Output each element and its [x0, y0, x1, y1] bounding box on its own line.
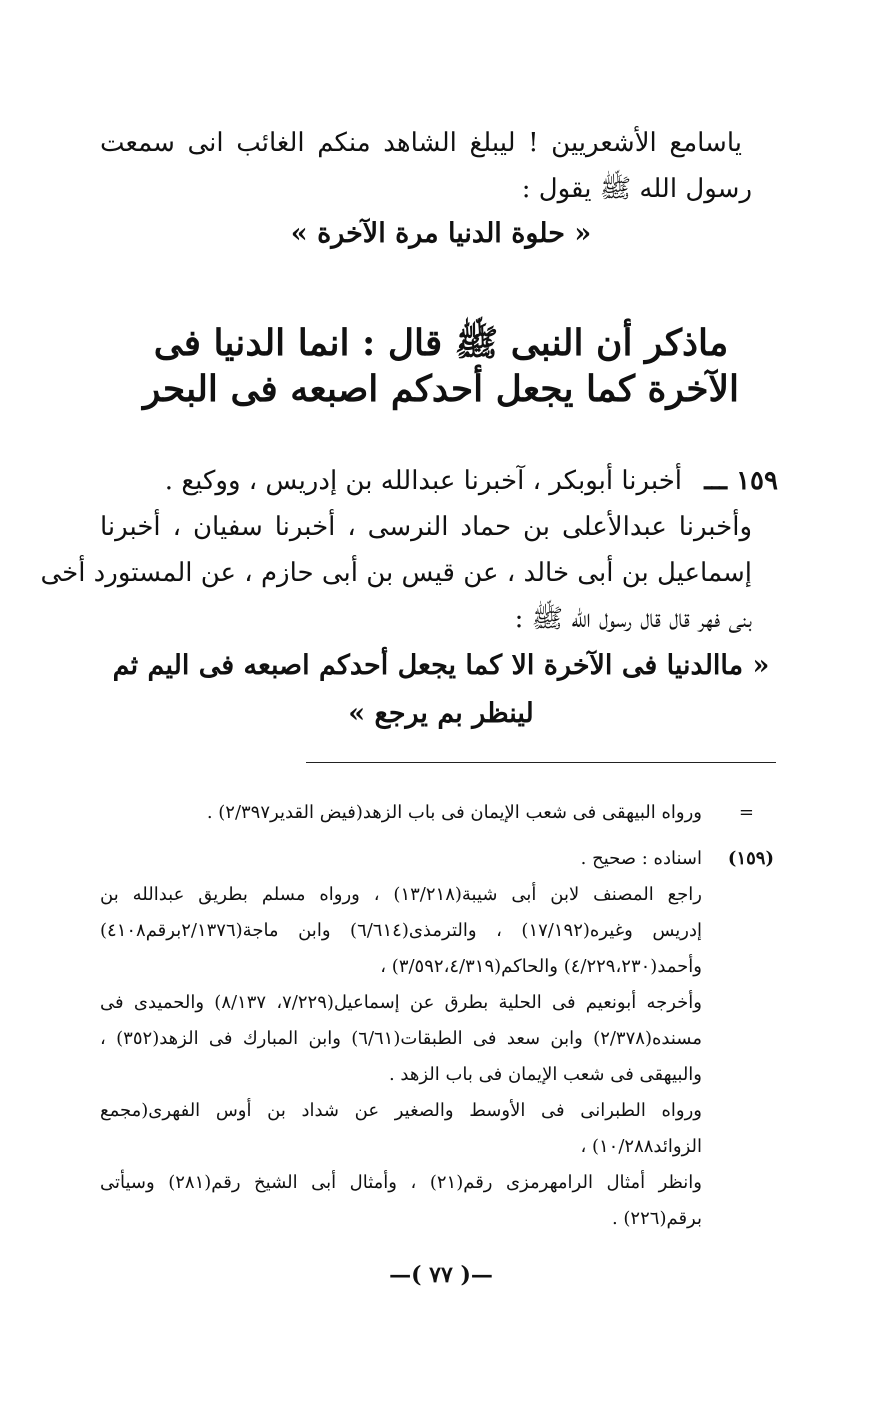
page-number: —( ٧٧ )— [389, 1262, 493, 1288]
hadith-line-4: بنى فهر قال قال رسول الله ﷺ : [514, 604, 752, 634]
footnote-line: ورواه الطبرانى فى الأوسط والصغير عن شداد بن أوس الفهرى(مجمع [100, 1100, 702, 1121]
top-line-2: رسول الله ﷺ يقول : [521, 174, 752, 204]
footnote-line: اسناده : صحيح . [580, 848, 702, 869]
footnote-line: والبيهقى فى شعب الإيمان فى باب الزهد . [388, 1064, 702, 1085]
footnote-line: برقم(٢٢٦) . [611, 1208, 702, 1229]
chapter-heading-line-2: الآخرة كما يجعل أحدكم اصبعه فى البحر [142, 368, 740, 410]
footnote-line: الزوائد١٠/٢٨٨) ، [580, 1136, 702, 1157]
hadith-line-2: وأخبرنا عبدالأعلى بن حماد النرسى ، أخبرنا سفيان ، أخبرنا [100, 512, 752, 542]
top-quote: « حلوة الدنيا مرة الآخرة » [290, 218, 592, 249]
footnote-line: إدريس وغيره(١٧/١٩٢) ، والترمذى(٦/٦١٤) وابن ماجة(٢/١٣٧٦برقم٤١٠٨) [100, 920, 702, 941]
footnote-line: وانظر أمثال الرامهرمزى رقم(٢١) ، وأمثال أبى الشيخ رقم(٢٨١) وسيأتى [100, 1172, 702, 1193]
footnote-label: (١٥٩) [727, 848, 774, 869]
footnote-separator [306, 762, 776, 763]
footnote-line: وأخرجه أبونعيم فى الحلية بطرق عن إسماعيل(٧/٢٢٩، ٨/١٣٧) والحميدى فى [100, 992, 702, 1013]
footnote-line: وأحمد(٤/٢٢٩،٢٣٠) والحاكم(٣/٥٩٢،٤/٣١٩) ، [380, 956, 702, 977]
chapter-heading-line-1: ماذكر أن النبى ﷺ قال : انما الدنيا فى [153, 322, 729, 364]
hadith-quote-line-2: لينظر بم يرجع » [348, 698, 534, 729]
footnote-line: راجع المصنف لابن أبى شيبة(١٣/٢١٨) ، ورواه مسلم بطريق عبدالله بن [100, 884, 702, 905]
footnote-continuation-text: ورواه البيهقى فى شعب الإيمان فى باب الزهد(فيض القدير٢/٣٩٧) . [206, 802, 702, 823]
hadith-quote-line-1: « ماالدنيا فى الآخرة الا كما يجعل أحدكم اصبعه فى اليم ثم [112, 650, 770, 681]
footnote-line: مسنده(٢/٣٧٨) وابن سعد فى الطبقات(٦/٦١) وابن المبارك فى الزهد(٣٥٢) ، [100, 1028, 702, 1049]
top-line-1: ياسامع الأشعريين ! ليبلغ الشاهد منكم الغائب انى سمعت [100, 128, 742, 158]
hadith-line-1: أخبرنا أبوبكر ، آخبرنا عبدالله بن إدريس ، ووكيع . [164, 466, 682, 496]
hadith-line-3: إسماعيل بن أبى خالد ، عن قيس بن أبى حازم ، عن المستورد أخى [40, 558, 752, 588]
hadith-number: ١٥٩ ـــ [704, 466, 778, 496]
footnote-continuation-marker: = [738, 802, 754, 823]
